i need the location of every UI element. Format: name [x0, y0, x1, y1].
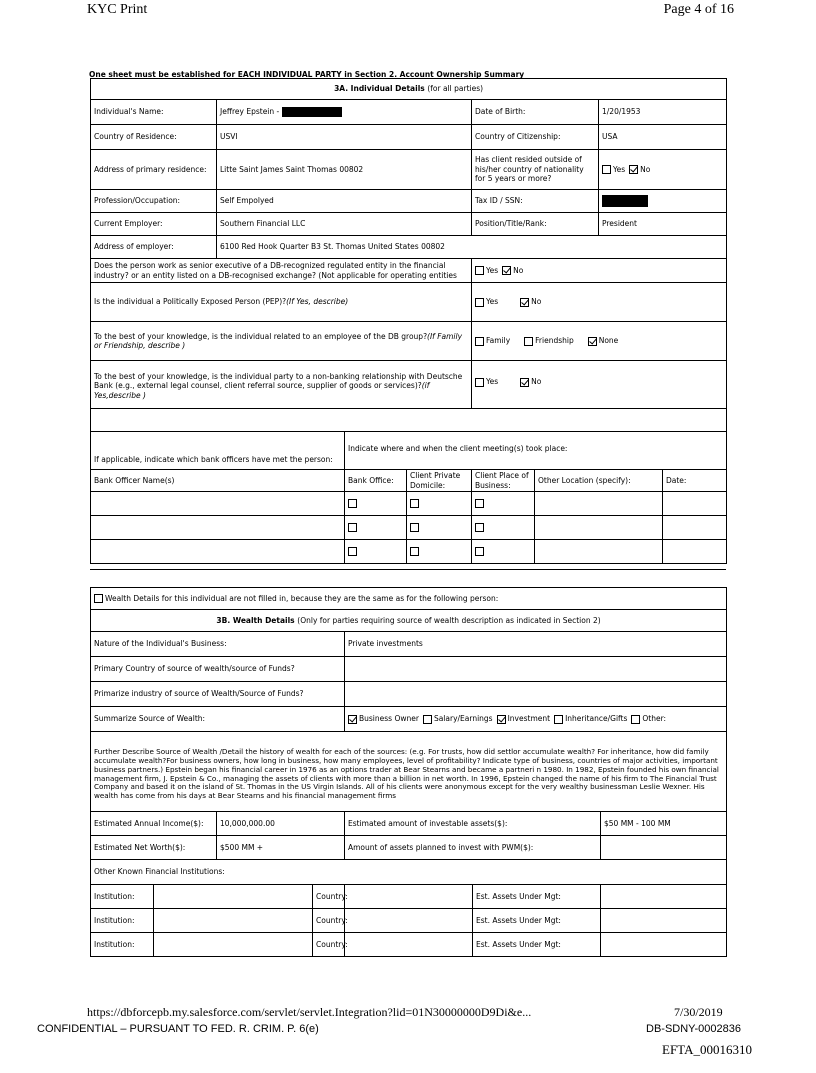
senior-exec-yes-label: Yes [486, 265, 499, 275]
residence-value: USVI [217, 125, 472, 150]
employer-address-value: 6100 Red Hook Quarter B3 St. Thomas United States 00802 [217, 236, 727, 259]
senior-exec-options [472, 259, 727, 283]
office-cell [345, 540, 407, 564]
nature-label: Nature of the Individual's Business: [91, 632, 345, 657]
other-location-cell[interactable] [535, 540, 663, 564]
resided-no-label: No [640, 164, 651, 174]
col-domicile-header: Client Private Domicile: [407, 470, 472, 492]
citizenship-value: USA [599, 125, 727, 150]
tax-label: Tax ID / SSN: [472, 190, 599, 213]
footer-date: 7/30/2019 [674, 1005, 723, 1019]
investable-label: Estimated amount of investable assets($): [345, 812, 601, 836]
salary-checkbox[interactable] [423, 715, 432, 724]
bates-number: DB-SDNY-0002836 [646, 1023, 741, 1035]
name-value-cell [217, 100, 472, 125]
further-description: Further Describe Source of Wealth /Detail the history of wealth for each of the sources: (e.g. For trusts, how did settlor accumulate wealth? For inheritance, how did family accumulate wealth?For business owners, how long in business, how many employees, level of profitability? Indicate type of business, countries of major activities, important business partners.) Epstein began his financial career in 1976 as an options trader at Bear Stearns and became a partneri n 1980. In 1982, Epstein founded his own financial management firm, J. Epstein & Co., managing the assets of clients with more than a billion in net worth. In 1996, Epstein changed the name of his firm to The Financial Trust Company and based it on the island of St. Thomas in the US Virgin Islands. All of his clients were anonymous except for the very wealthy businessman Leslie Wexner. His wealth has come from his days at Bear Stearns and his financial management firms [91, 732, 727, 812]
related-friendship-label: Friendship [535, 336, 574, 346]
institution-label: Institution: [91, 885, 154, 909]
nonbank-options [472, 361, 727, 409]
business-checkbox[interactable] [475, 523, 484, 532]
domicile-cell [407, 540, 472, 564]
senior-exec-no-checkbox[interactable] [502, 266, 511, 275]
other-fi-label: Other Known Financial Institutions: [91, 860, 727, 885]
income-label: Estimated Annual Income($): [91, 812, 217, 836]
section-3a-subtitle: (for all parties) [427, 84, 484, 94]
inheritance-checkbox[interactable] [554, 715, 563, 724]
nonbank-yes-label: Yes [486, 377, 499, 387]
related-note: (If Family or Friendship, describe ) [94, 331, 463, 350]
nonbank-no-label: No [531, 377, 542, 387]
employer-address-label: Address of employer: [91, 236, 217, 259]
address-label: Address of primary residence: [91, 150, 217, 190]
senior-exec-yes-checkbox[interactable] [475, 266, 484, 275]
income-value: 10,000,000.00 [217, 812, 345, 836]
other-location-cell[interactable] [535, 516, 663, 540]
aum-value[interactable] [601, 885, 727, 909]
section-divider [90, 569, 726, 570]
footer-url: https://dbforcepb.my.salesforce.com/servlet/servlet.Integration?lid=01N30000000D9Di&e... [87, 1005, 532, 1019]
officers-label: If applicable, indicate which bank officers have met the person: [91, 432, 345, 470]
networth-label: Estimated Net Worth($): [91, 836, 217, 860]
institution-label: Institution: [91, 909, 154, 933]
industry-value[interactable] [345, 682, 727, 707]
officer-row [91, 540, 727, 564]
wealth-details-table [90, 587, 727, 957]
nonbank-question: To the best of your knowledge, is the individual party to a non-banking relationship with Deutsche Bank (e.g., external legal counsel, client referral source, supplier of goods or services)? [94, 372, 463, 391]
domicile-checkbox[interactable] [410, 523, 419, 532]
resided-label: Has client resided outside of his/her country of nationality for 5 years or more? [472, 150, 599, 190]
col-business-header: Client Place of Business: [472, 470, 535, 492]
related-question: To the best of your knowledge, is the individual related to an employee of the DB group? [94, 331, 428, 341]
country-col-value[interactable] [345, 933, 473, 957]
related-none-checkbox[interactable] [588, 337, 597, 346]
confidential-notice: CONFIDENTIAL – PURSUANT TO FED. R. CRIM. P. 6(e) [37, 1023, 319, 1035]
institution-row [91, 885, 727, 909]
business-cell [472, 516, 535, 540]
networth-value: $500 MM + [217, 836, 345, 860]
name-value: Jeffrey Epstein - [220, 107, 280, 116]
related-options [472, 322, 727, 361]
related-friendship-checkbox[interactable] [524, 337, 533, 346]
other-checkbox[interactable] [631, 715, 640, 724]
resided-options [599, 150, 727, 190]
nonbank-question-cell [91, 361, 472, 409]
officer-row [91, 492, 727, 516]
institution-row [91, 933, 727, 957]
investable-value: $50 MM - 100 MM [601, 812, 727, 836]
business-checkbox[interactable] [475, 499, 484, 508]
industry-label: Primarize industry of source of Wealth/Source of Funds? [91, 682, 345, 707]
related-none-label: None [598, 336, 619, 346]
nonbank-yes-checkbox[interactable] [475, 378, 484, 387]
summary-label: Summarize Source of Wealth: [91, 707, 345, 732]
domicile-cell [407, 492, 472, 516]
officer-name-cell[interactable] [91, 516, 345, 540]
section-3b-header [91, 610, 727, 632]
country-col-label: Country: [313, 909, 345, 933]
institution-value[interactable] [154, 933, 313, 957]
wealth-same-row [91, 588, 727, 610]
date-cell[interactable] [663, 492, 727, 516]
pep-question-cell [91, 283, 472, 322]
country-col-label: Country: [313, 885, 345, 909]
aum-value[interactable] [601, 933, 727, 957]
business-cell [472, 540, 535, 564]
aum-value[interactable] [601, 909, 727, 933]
related-family-checkbox[interactable] [475, 337, 484, 346]
inheritance-label: Inheritance/Gifts [565, 714, 628, 724]
investment-label: Investment [507, 714, 551, 724]
section-3a-title: 3A. Individual Details [334, 84, 425, 94]
nonbank-no-checkbox[interactable] [520, 378, 529, 387]
investment-checkbox[interactable] [497, 715, 506, 724]
efta-number: EFTA_00016310 [662, 1042, 752, 1057]
nonbank-note: (if Yes,describe ) [94, 381, 430, 400]
business-owner-label: Business Owner [359, 714, 419, 724]
page-number: Page 4 of 16 [663, 2, 734, 17]
dob-value: 1/20/1953 [599, 100, 727, 125]
profession-label: Profession/Occupation: [91, 190, 217, 213]
pep-no-checkbox[interactable] [520, 298, 529, 307]
resided-yes-label: Yes [613, 164, 626, 174]
other-label: Other: [642, 714, 667, 724]
pep-note: (If Yes, describe) [286, 297, 349, 307]
wealth-country-label: Primary Country of source of wealth/source of Funds? [91, 657, 345, 682]
aum-label: Est. Assets Under Mgt: [473, 933, 601, 957]
salary-label: Salary/Earnings [433, 714, 493, 724]
country-col-value[interactable] [345, 909, 473, 933]
pep-question: Is the individual a Politically Exposed Person (PEP)? [94, 297, 287, 307]
office-cell [345, 516, 407, 540]
section-3a-header [91, 79, 727, 100]
other-location-cell[interactable] [535, 492, 663, 516]
wealth-same-text: Wealth Details for this individual are not filled in, because they are the same as for the following person: [105, 593, 499, 603]
business-cell [472, 492, 535, 516]
domicile-checkbox[interactable] [410, 547, 419, 556]
redaction-bar [282, 107, 342, 117]
office-checkbox[interactable] [348, 499, 357, 508]
redaction-bar [602, 195, 648, 207]
nature-value: Private investments [345, 632, 727, 657]
institution-value[interactable] [154, 885, 313, 909]
meeting-label: Indicate where and when the client meeting(s) took place: [345, 432, 727, 470]
employer-value: Southern Financial LLC [217, 213, 472, 236]
aum-label: Est. Assets Under Mgt: [473, 885, 601, 909]
institution-row [91, 909, 727, 933]
resided-yes-checkbox[interactable] [602, 165, 611, 174]
related-family-label: Family [486, 336, 511, 346]
office-checkbox[interactable] [348, 547, 357, 556]
country-col-label: Country: [313, 933, 345, 957]
senior-exec-question: Does the person work as senior executive of a DB-recognized regulated entity in the financial industry? or an entity listed on a DB-recognised exchange? (Not applicable for operating entities [91, 259, 472, 283]
officer-name-cell[interactable] [91, 492, 345, 516]
pep-no-label: No [531, 297, 542, 307]
instruction-text: One sheet must be established for EACH INDIVIDUAL PARTY in Section 2. Account Ownership Summary [89, 70, 525, 79]
institution-value[interactable] [154, 909, 313, 933]
position-label: Position/Title/Rank: [472, 213, 599, 236]
office-cell [345, 492, 407, 516]
pep-options [472, 283, 727, 322]
tax-value-cell [599, 190, 727, 213]
business-owner-checkbox[interactable] [348, 715, 357, 724]
section-3b-subtitle: (Only for parties requiring source of wealth description as indicated in Section 2) [297, 615, 601, 625]
institution-label: Institution: [91, 933, 154, 957]
position-value: President [599, 213, 727, 236]
pep-yes-label: Yes [486, 297, 499, 307]
citizenship-label: Country of Citizenship: [472, 125, 599, 150]
pwm-value[interactable] [601, 836, 727, 860]
spacer-row [91, 409, 727, 432]
residence-label: Country of Residence: [91, 125, 217, 150]
summary-options [345, 707, 727, 732]
business-checkbox[interactable] [475, 547, 484, 556]
individual-details-table [90, 78, 727, 564]
employer-label: Current Employer: [91, 213, 217, 236]
wealth-country-value[interactable] [345, 657, 727, 682]
address-value: Litte Saint James Saint Thomas 00802 [217, 150, 472, 190]
officer-name-cell[interactable] [91, 540, 345, 564]
office-checkbox[interactable] [348, 523, 357, 532]
date-cell[interactable] [663, 540, 727, 564]
section-3b-title: 3B. Wealth Details [216, 615, 295, 625]
resided-no-checkbox[interactable] [629, 165, 638, 174]
country-col-value[interactable] [345, 885, 473, 909]
pwm-label: Amount of assets planned to invest with PWM($): [345, 836, 601, 860]
senior-exec-no-label: No [513, 265, 524, 275]
domicile-cell [407, 516, 472, 540]
wealth-same-checkbox[interactable] [94, 594, 103, 603]
pep-yes-checkbox[interactable] [475, 298, 484, 307]
domicile-checkbox[interactable] [410, 499, 419, 508]
print-header-title: KYC Print [87, 2, 148, 17]
aum-label: Est. Assets Under Mgt: [473, 909, 601, 933]
dob-label: Date of Birth: [472, 100, 599, 125]
col-officer-header: Bank Officer Name(s) [91, 470, 345, 492]
name-label: Individual's Name: [91, 100, 217, 125]
date-cell[interactable] [663, 516, 727, 540]
col-office-header: Bank Office: [345, 470, 407, 492]
col-date-header: Date: [663, 470, 727, 492]
profession-value: Self Empolyed [217, 190, 472, 213]
col-other-header: Other Location (specify): [535, 470, 663, 492]
related-question-cell [91, 322, 472, 361]
officer-row [91, 516, 727, 540]
